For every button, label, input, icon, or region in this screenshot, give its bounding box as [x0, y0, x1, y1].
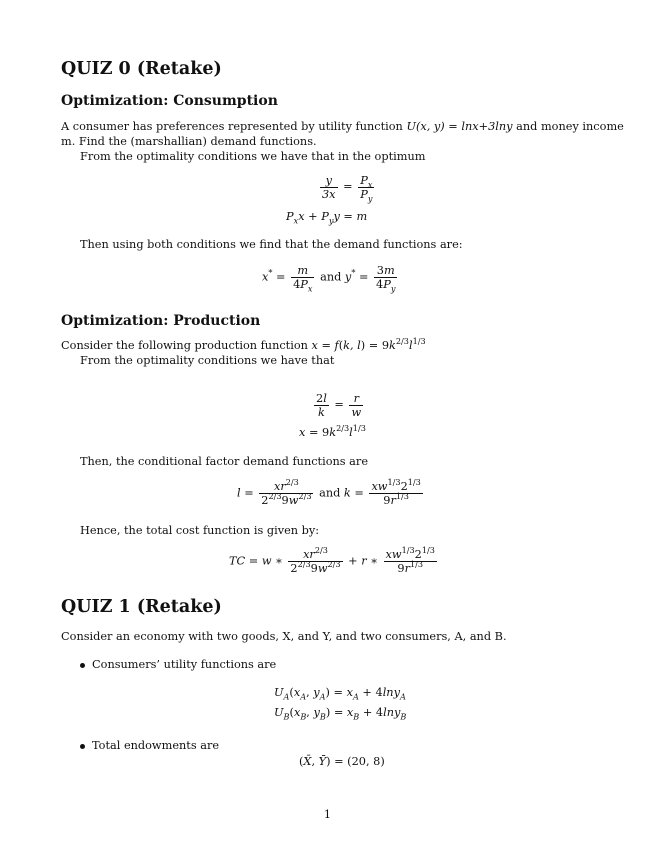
- demand-and: and: [320, 270, 342, 284]
- endowment-values: = (20, 8): [334, 755, 385, 768]
- production-equation-1: $\frac{2l}{k}$ = $\frac{r}{w}$: [316, 392, 362, 419]
- total-cost-intro: Hence, the total cost function is given by:: [80, 524, 320, 537]
- quiz0-title: QUIZ 0 (Retake): [61, 59, 222, 79]
- total-cost-function: TC = w ∗ $\frac{xr^{2/3}}{2^{2/3}9w^{2/3}}$ + r ∗ $\frac{xw^{1/3}2^{1/3}}{9r^{1/3}}$: [229, 545, 435, 575]
- budget-constraint: $P_xx + P_yy = m$: [286, 210, 368, 226]
- utility-b: $U_B(x_B$, $y_B) = x_B + 4\ln y_B$: [274, 706, 407, 722]
- utility-bullet-text: Consumers’ utility functions are: [92, 658, 277, 671]
- quiz1-title: QUIZ 1 (Retake): [61, 597, 222, 617]
- consumption-intro-line2: m. Find the (marshallian) demand functions.: [61, 135, 317, 148]
- bullet-2: [80, 744, 85, 749]
- demand-functions: x* = $\frac{m}{4P_x}$ and y* = $\frac{3m}{4P_y}$: [262, 264, 396, 294]
- conditional-and: and: [319, 486, 341, 500]
- utility-a: $U_A(x_A$, $y_A) = x_A + 4\ln y_A$: [274, 686, 406, 702]
- page-number: 1: [323, 808, 332, 821]
- conditional-demand-intro: Then, the conditional factor demand functions are: [80, 455, 368, 468]
- consumption-intro: [61, 120, 624, 135]
- bullet-1: [80, 663, 85, 668]
- endowment-bullet-text: Total endowments are: [92, 739, 220, 752]
- endowment-equation: (X̄, Ȳ) = (20, 8): [299, 755, 385, 768]
- conditional-demand-functions: l = $\frac{xr^{2/3}}{2^{2/3}9w^{2/3}}$ and k = $\frac{xw^{1/3}2^{1/3}}{9r^{1/3}}$: [237, 477, 421, 507]
- consumption-equation-1: $\frac{y}{3x}$ = $\frac{P_x}{P_y}$: [322, 174, 373, 204]
- optimality-text: From the optimality conditions we have that in the optimum: [80, 150, 426, 163]
- production-intro: Consider the following production function x = f(k, $l) = 9k^{2/3}l^{1/3}$: [61, 336, 426, 352]
- production-heading: Optimization: Production: [61, 313, 261, 329]
- production-equation-2: $x = 9k^{2/3}l^{1/3}$: [299, 423, 366, 439]
- consumption-heading: Optimization: Consumption: [61, 93, 278, 109]
- demand-intro: Then using both conditions we find that the demand functions are:: [80, 238, 463, 251]
- quiz1-intro: Consider an economy with two goods, X, and Y, and two consumers, A, and B.: [61, 630, 507, 643]
- production-from-text: From the optimality conditions we have that: [80, 354, 335, 367]
- utility-function: U(x, y) = lnx+3lny: [406, 120, 513, 133]
- consumption-intro-b: and money income: [516, 120, 624, 133]
- production-intro-text: Consider the following production function: [61, 339, 308, 352]
- consumption-intro-a: A consumer has preferences represented by utility function: [61, 120, 403, 133]
